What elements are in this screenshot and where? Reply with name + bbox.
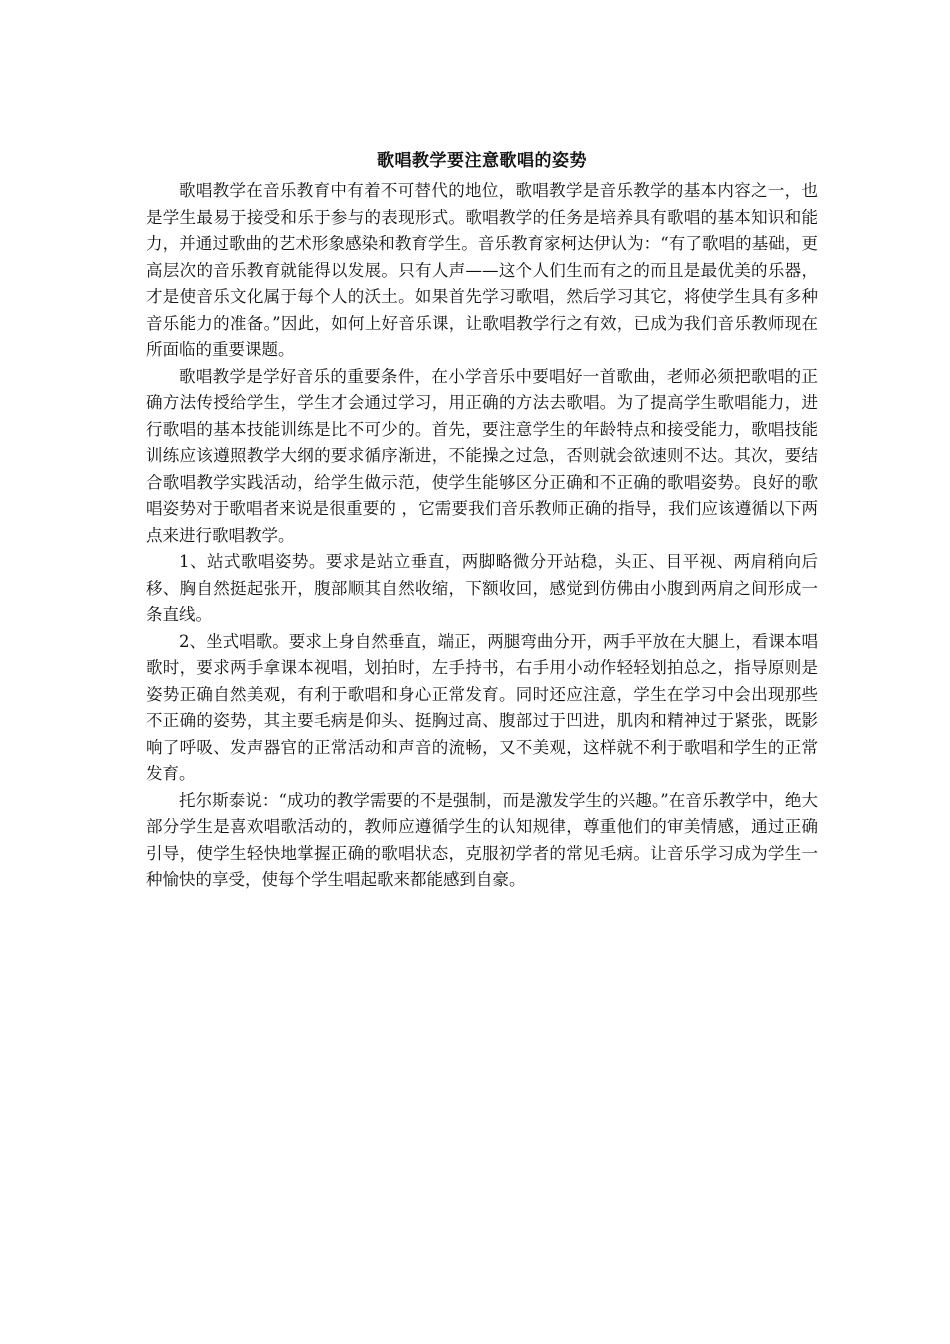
paragraph-sitting-posture: 2、坐式唱歌。要求上身自然垂直，端正，两腿弯曲分开，两手平放在大腿上，看课本唱歌时，要求两手拿课本视唱，划拍时，左手持书，右手用小动作轻轻划拍总之，指导原则是姿势正确自然美观，有利于歌唱和身心正常发育。同时还应注意，学生在学习中会出现那些不正确的姿势，其主要毛病是仰头、挺胸过高、腹部过于凹进，肌肉和精神过于紧张，既影响了呼吸、发声器官的正常活动和声音的流畅，又不美观，这样就不利于歌唱和学生的正常发育。 [146,631,818,783]
paragraph-conclusion: 托尔斯泰说：“成功的教学需要的不是强制，而是激发学生的兴趣。”在音乐教学中，绝大部分学生是喜欢唱歌活动的，教师应遵循学生的认知规律，尊重他们的审美情感，通过正确引导，使学生轻快地掌握正确的歌唱状态，克服初学者的常见毛病。让音乐学习成为学生一种愉快的享受，使每个学生唱起歌来都能感到自豪。 [146,790,818,889]
paragraph-standing-posture: 1、站式歌唱姿势。要求是站立垂直，两脚略微分开站稳，头正、目平视、两肩稍向后移、胸自然挺起张开，腹部顺其自然收缩，下额收回，感觉到仿佛由小腹到两肩之间形成一条直线。 [146,552,818,624]
document-title: 歌唱教学要注意歌唱的姿势 [377,151,587,171]
paragraph-intro: 歌唱教学在音乐教育中有着不可替代的地位，歌唱教学是音乐教学的基本内容之一，也是学生最易于接受和乐于参与的表现形式。歌唱教学的任务是培养具有歌唱的基本知识和能力，并通过歌曲的艺术形象感染和教育学生。音乐教育家柯达伊认为：“有了歌唱的基础，更高层次的音乐教育就能得以发展。只有人声——这个人们生而有之的而且是最优美的乐器，才是使音乐文化属于每个人的沃土。如果首先学习歌唱，然后学习其它，将使学生具有多种音乐能力的准备。”因此，如何上好音乐课，让歌唱教学行之有效，已成为我们音乐教师现在所面临的重要课题。 [146,181,818,359]
paragraph-conditions: 歌唱教学是学好音乐的重要条件，在小学音乐中要唱好一首歌曲，老师必须把歌唱的正确方法传授给学生，学生才会通过学习，用正确的方法去歌唱。为了提高学生歌唱能力，进行歌唱的基本技能训练是比不可少的。首先，要注意学生的年龄特点和接受能力，歌唱技能训练应该遵照教学大纲的要求循序渐进，不能操之过急，否则就会欲速则不达。其次，要结合歌唱教学实践活动，给学生做示范，使学生能够区分正确和不正确的歌唱姿势。良好的歌唱姿势对于歌唱者来说是很重要的 ，它需要我们音乐教师正确的指导，我们应该遵循以下两点来进行歌唱教学。 [146,366,818,545]
document-body [146,148,818,894]
